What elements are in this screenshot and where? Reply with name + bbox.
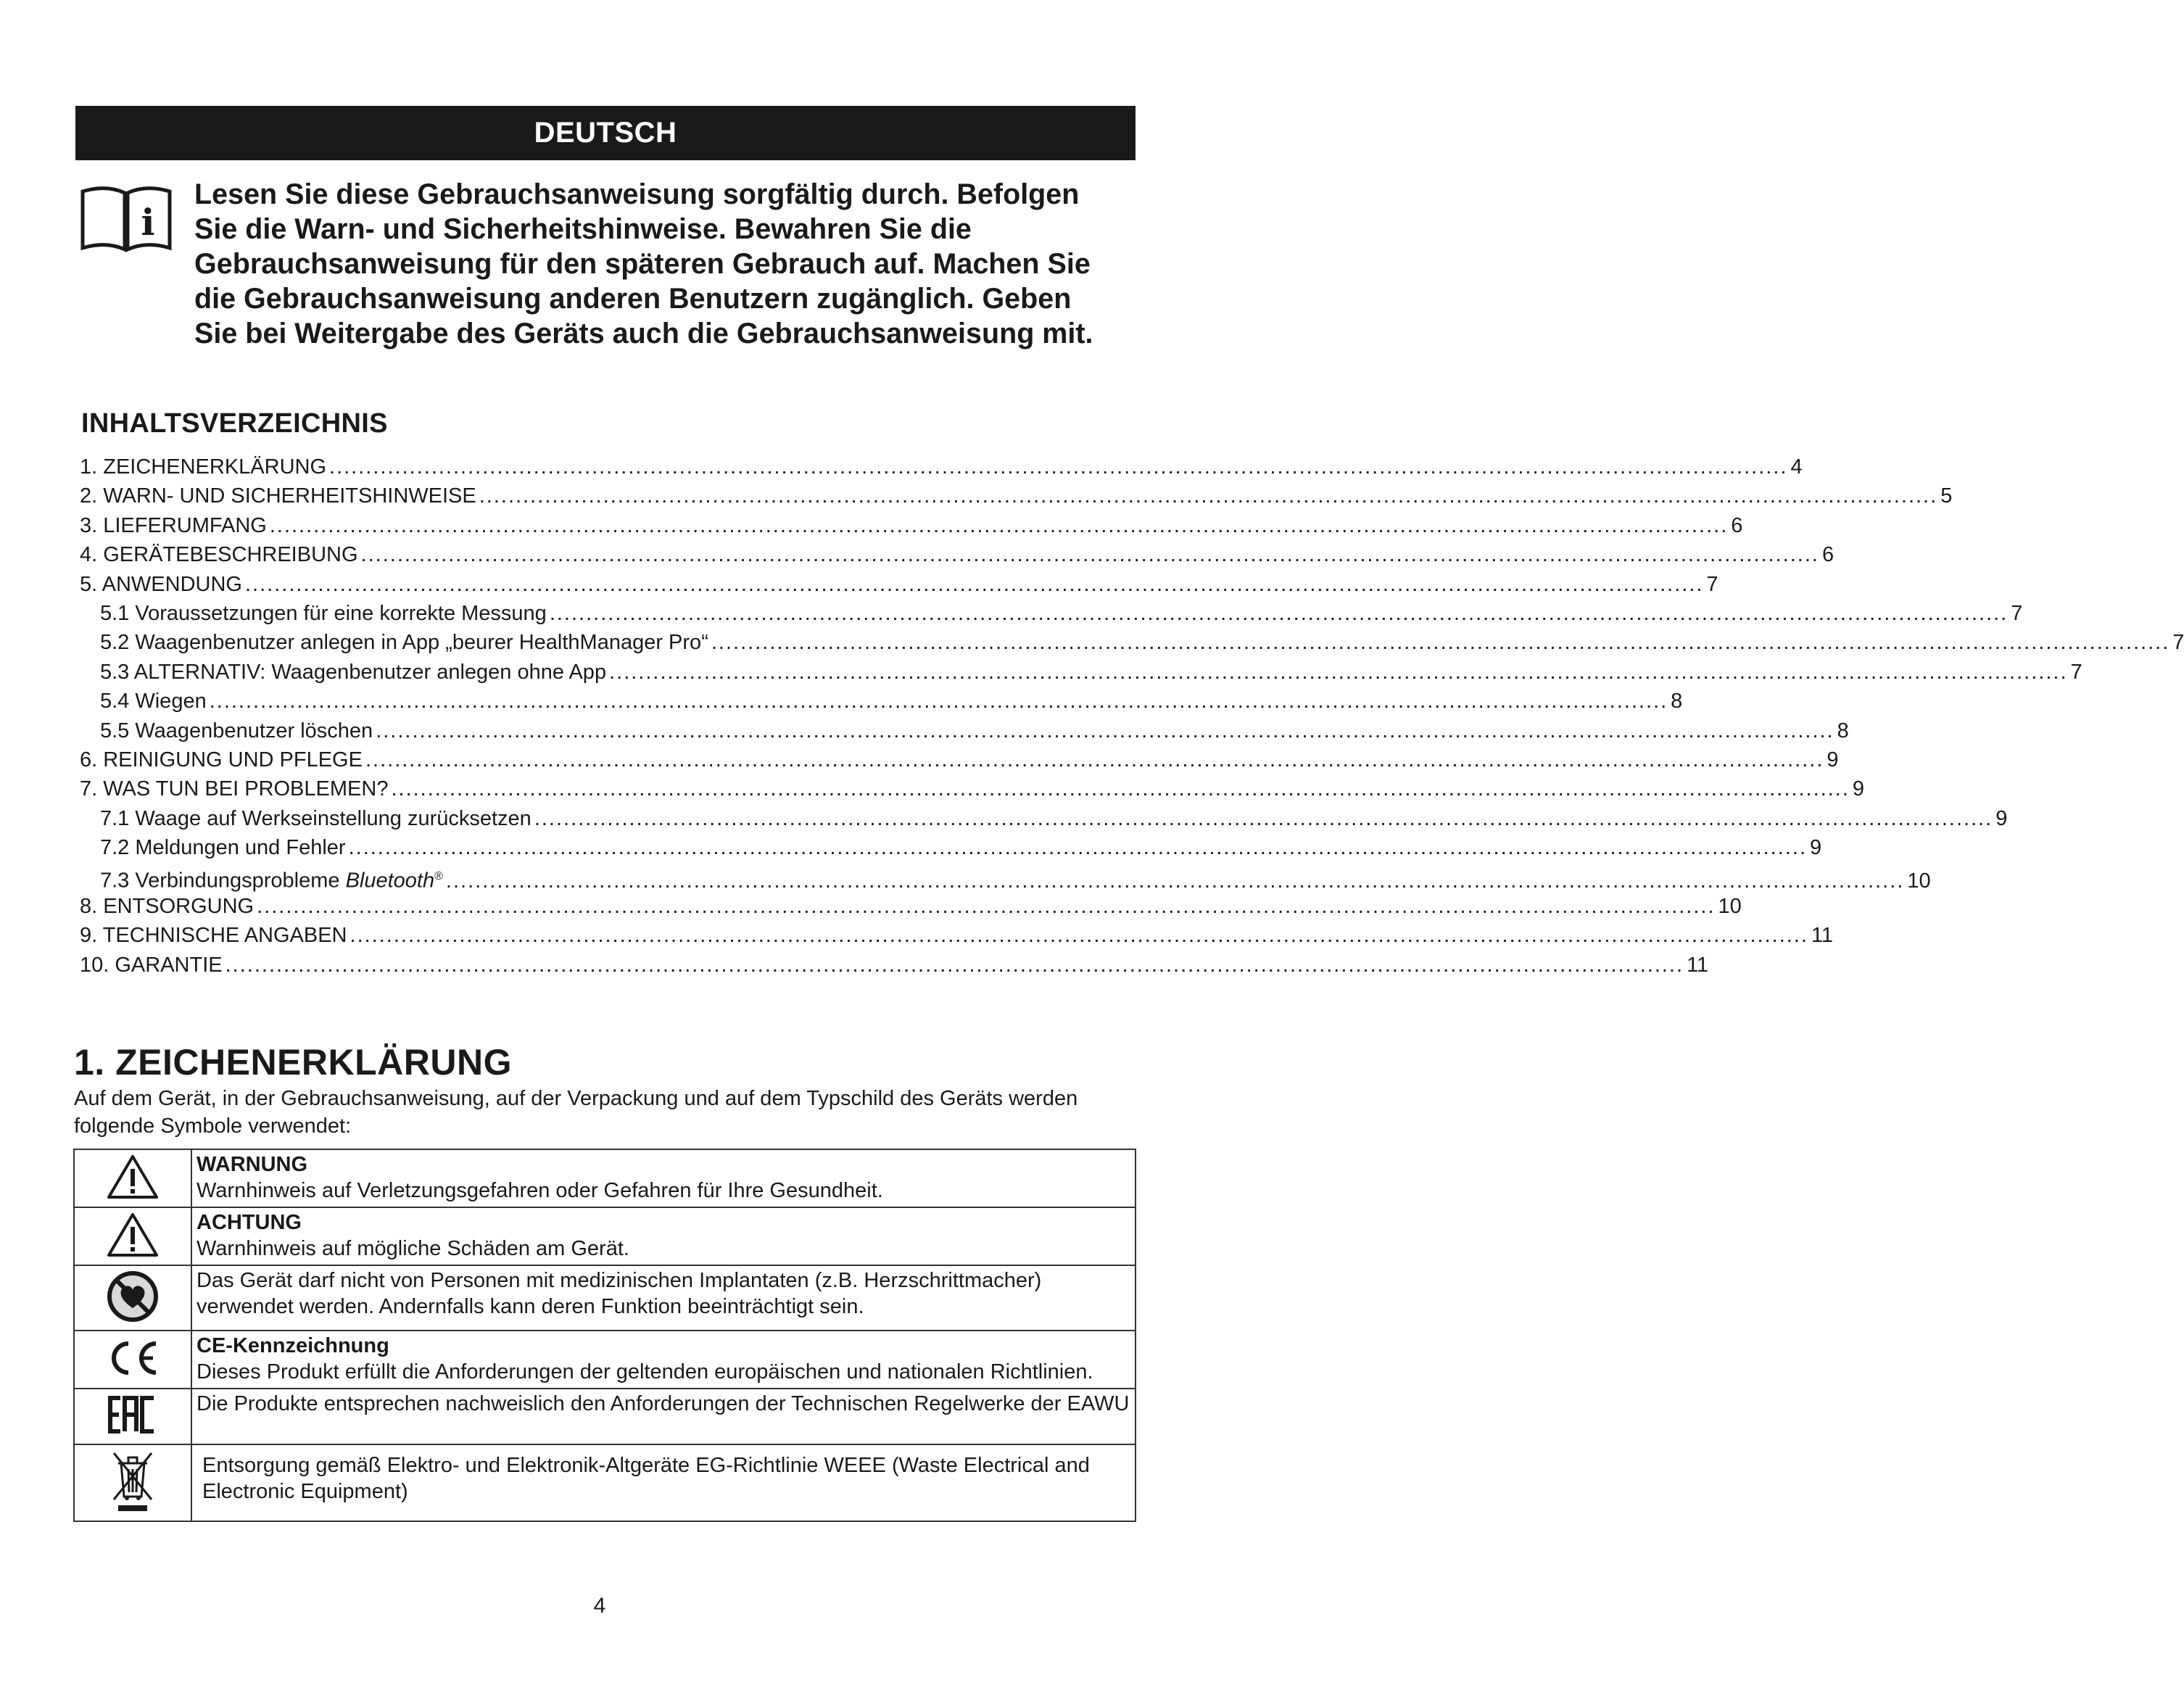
- toc-entry-page: 9: [1852, 777, 1865, 801]
- toc-entry-page: 5: [1940, 484, 1953, 508]
- toc-entry-page: 4: [1790, 455, 1803, 479]
- intro-line: die Gebrauchsanweisung anderen Benutzern zugänglich. Geben: [194, 283, 1072, 315]
- toc-entry-label: 7.2 Meldungen und Fehler: [100, 836, 346, 860]
- table-row: [74, 1265, 1136, 1331]
- symbol-title: ACHTUNG: [197, 1211, 302, 1234]
- toc-entry: [80, 687, 1683, 716]
- symbol-description: [191, 1444, 1136, 1521]
- symbol-text: Die Produkte entsprechen nachweislich den Anforderungen der Technischen Regelwerke der EAWU: [197, 1392, 1130, 1415]
- toc-leader-dots: ........................................................................................................................................................................................................: [445, 869, 1905, 893]
- toc-entry-label: 7.3 Verbindungsprobleme Bluetooth®: [100, 869, 443, 893]
- toc-entry: [80, 833, 1822, 862]
- symbol-description: [191, 1331, 1136, 1389]
- table-row: [74, 1207, 1136, 1265]
- icon-cell: [74, 1149, 191, 1207]
- toc-leader-dots: ........................................................................................................................................................................................................: [329, 455, 1788, 479]
- toc-leader-dots: ........................................................................................................................................................................................................: [349, 924, 1808, 948]
- intro-line: Lesen Sie diese Gebrauchsanweisung sorgfältig durch. Befolgen: [194, 178, 1080, 210]
- toc-entry-page: 7: [2011, 601, 2023, 625]
- toc-entry: [80, 658, 2082, 687]
- toc-entry-page: 7: [2070, 660, 2082, 684]
- language-bar: [75, 106, 1136, 160]
- table-row: [74, 1149, 1136, 1207]
- toc-entry-label: 5.4 Wiegen: [100, 690, 207, 713]
- intro-notice: [194, 177, 1137, 351]
- toc-leader-dots: ........................................................................................................................................................................................................: [244, 572, 1704, 596]
- weee-bin-icon: [109, 1449, 156, 1514]
- toc-entry-page: 10: [1718, 894, 1742, 918]
- toc-entry: [80, 452, 1803, 481]
- toc-entry-page: 7: [1706, 572, 1718, 596]
- symbol-text: Warnhinweis auf Verletzungsgefahren oder Gefahren für Ihre Gesundheit.: [197, 1179, 883, 1202]
- toc-entry-page: 9: [1810, 836, 1822, 860]
- toc-entry: [80, 716, 1849, 745]
- toc-leader-dots: ........................................................................................................................................................................................................: [479, 484, 1938, 508]
- table-row: [74, 1444, 1136, 1521]
- toc-entry-label: 4. GERÄTEBESCHREIBUNG: [80, 543, 358, 567]
- ce-mark-icon: [104, 1338, 162, 1378]
- toc-leader-dots: ........................................................................................................................................................................................................: [609, 660, 2068, 684]
- no-pacemaker-icon: [105, 1269, 160, 1324]
- toc-entry-page: 6: [1821, 543, 1835, 567]
- toc-title: INHALTSVERZEICHNIS: [81, 408, 388, 439]
- section-heading: 1. ZEICHENERKLÄRUNG: [74, 1042, 512, 1083]
- toc-entry-label: 3. LIEFERUMFANG: [80, 513, 267, 537]
- toc-leader-dots: ........................................................................................................................................................................................................: [225, 953, 1684, 977]
- table-row: [74, 1331, 1136, 1389]
- svg-text:i: i: [141, 201, 155, 244]
- symbol-title: WARNUNG: [197, 1153, 308, 1176]
- toc-entry-label: 5.5 Waagenbenutzer löschen: [100, 719, 373, 742]
- toc-leader-dots: ........................................................................................................................................................................................................: [360, 543, 1819, 567]
- icon-cell: [74, 1444, 191, 1521]
- toc-entry: [80, 921, 1834, 950]
- warning-triangle-icon: [106, 1153, 160, 1201]
- toc-entry: [80, 481, 1953, 510]
- symbol-description: [191, 1265, 1136, 1331]
- toc-entry: [80, 804, 2008, 833]
- toc-entry-page: 9: [1995, 806, 2008, 830]
- icon-cell: [74, 1265, 191, 1331]
- symbol-title: CE-Kennzeichnung: [197, 1334, 389, 1357]
- intro-line: Sie die Warn- und Sicherheitshinweise. Bewahren Sie die: [194, 213, 972, 245]
- toc-entry-label: 8. ENTSORGUNG: [80, 894, 255, 918]
- toc-entry: [80, 570, 1718, 599]
- toc-entry-label: 5.2 Waagenbenutzer anlegen in App „beurer HealthManager Pro“: [100, 631, 708, 655]
- toc-entry-label: 7.1 Waage auf Werkseinstellung zurücksetzen: [100, 806, 531, 830]
- toc-leader-dots: ........................................................................................................................................................................................................: [257, 894, 1716, 918]
- toc-entry-page: 11: [1811, 924, 1834, 948]
- symbol-text: Entsorgung gemäß Elektro- und Elektronik-Altgeräte EG-Richtlinie WEEE (Waste Electrical and Electronic Equipment): [202, 1454, 1090, 1503]
- toc-entry: [80, 892, 1742, 921]
- toc-entry-label: 5.3 ALTERNATIV: Waagenbenutzer anlegen ohne App: [100, 660, 607, 684]
- toc-entry: [80, 745, 1839, 774]
- toc-leader-dots: ........................................................................................................................................................................................................: [365, 748, 1824, 772]
- intro-line: Sie bei Weitergabe des Geräts auch die Gebrauchsanweisung mit.: [194, 318, 1093, 349]
- toc-entry-page: 8: [1837, 719, 1849, 742]
- toc-entry: [80, 951, 1709, 980]
- intro-line: Gebrauchsanweisung für den späteren Gebrauch auf. Machen Sie: [194, 248, 1091, 280]
- icon-cell: [74, 1331, 191, 1389]
- symbol-description: [191, 1389, 1136, 1444]
- toc-leader-dots: ........................................................................................................................................................................................................: [209, 690, 1668, 713]
- symbol-text: Warnhinweis auf mögliche Schäden am Gerät.: [197, 1237, 629, 1260]
- page-number: 4: [593, 1594, 606, 1618]
- symbol-text: Dieses Produkt erfüllt die Anforderungen der geltenden europäischen und nationalen Richtlinien.: [197, 1360, 1093, 1383]
- toc-entry-label: 5.1 Voraussetzungen für eine korrekte Messung: [100, 601, 547, 625]
- toc-leader-dots: ........................................................................................................................................................................................................: [269, 513, 1729, 537]
- symbol-text: Das Gerät darf nicht von Personen mit medizinischen Implantaten (z.B. Herzschrittmacher) verwendet werden. Andernfalls kann deren Funktion beeinträchtigt sein.: [197, 1269, 1042, 1318]
- toc-leader-dots: ........................................................................................................................................................................................................: [549, 601, 2009, 625]
- symbol-description: [191, 1207, 1136, 1265]
- icon-cell: [74, 1389, 191, 1444]
- toc-entry-page: 11: [1687, 953, 1709, 977]
- section-intro: Auf dem Gerät, in der Gebrauchsanweisung, auf der Verpackung und auf dem Typschild des Geräts werden folgende Symbole verwendet:: [74, 1087, 1078, 1138]
- toc-entry-page: 7: [2172, 631, 2184, 655]
- toc-entry-page: 8: [1671, 690, 1683, 713]
- toc-entry-label: 1. ZEICHENERKLÄRUNG: [80, 455, 327, 479]
- language-label: DEUTSCH: [534, 117, 677, 149]
- toc-entry: [80, 540, 1835, 569]
- toc-entry-label: 10. GARANTIE: [80, 953, 223, 977]
- toc-entry: [80, 862, 1931, 893]
- caution-triangle-icon: [106, 1211, 160, 1259]
- toc-entry: [80, 599, 2023, 628]
- toc-entry-page: 6: [1731, 513, 1743, 537]
- toc-entry-label: 6. REINIGUNG UND PFLEGE: [80, 748, 363, 772]
- toc-entry-label: 5. ANWENDUNG: [80, 572, 242, 596]
- symbols-table: [73, 1149, 1136, 1522]
- book-info-icon: [80, 184, 173, 254]
- toc-entry: [80, 774, 1865, 803]
- table-of-contents: [80, 452, 2184, 980]
- toc-entry-page: 9: [1827, 748, 1839, 772]
- toc-entry: [80, 628, 2184, 657]
- toc-entry-page: 10: [1907, 869, 1931, 893]
- toc-leader-dots: ........................................................................................................................................................................................................: [376, 719, 1835, 742]
- table-row: [74, 1389, 1136, 1444]
- toc-entry-label: 9. TECHNISCHE ANGABEN: [80, 924, 347, 948]
- toc-leader-dots: ........................................................................................................................................................................................................: [391, 777, 1850, 801]
- icon-cell: [74, 1207, 191, 1265]
- toc-leader-dots: ........................................................................................................................................................................................................: [534, 806, 1993, 830]
- toc-entry: [80, 511, 1743, 540]
- eac-mark-icon: [107, 1395, 158, 1434]
- toc-leader-dots: ........................................................................................................................................................................................................: [711, 631, 2170, 655]
- toc-entry-label: 7. WAS TUN BEI PROBLEMEN?: [80, 777, 389, 801]
- toc-leader-dots: ........................................................................................................................................................................................................: [348, 836, 1808, 860]
- toc-entry-label: 2. WARN- UND SICHERHEITSHINWEISE: [80, 484, 476, 508]
- symbol-description: [191, 1149, 1136, 1207]
